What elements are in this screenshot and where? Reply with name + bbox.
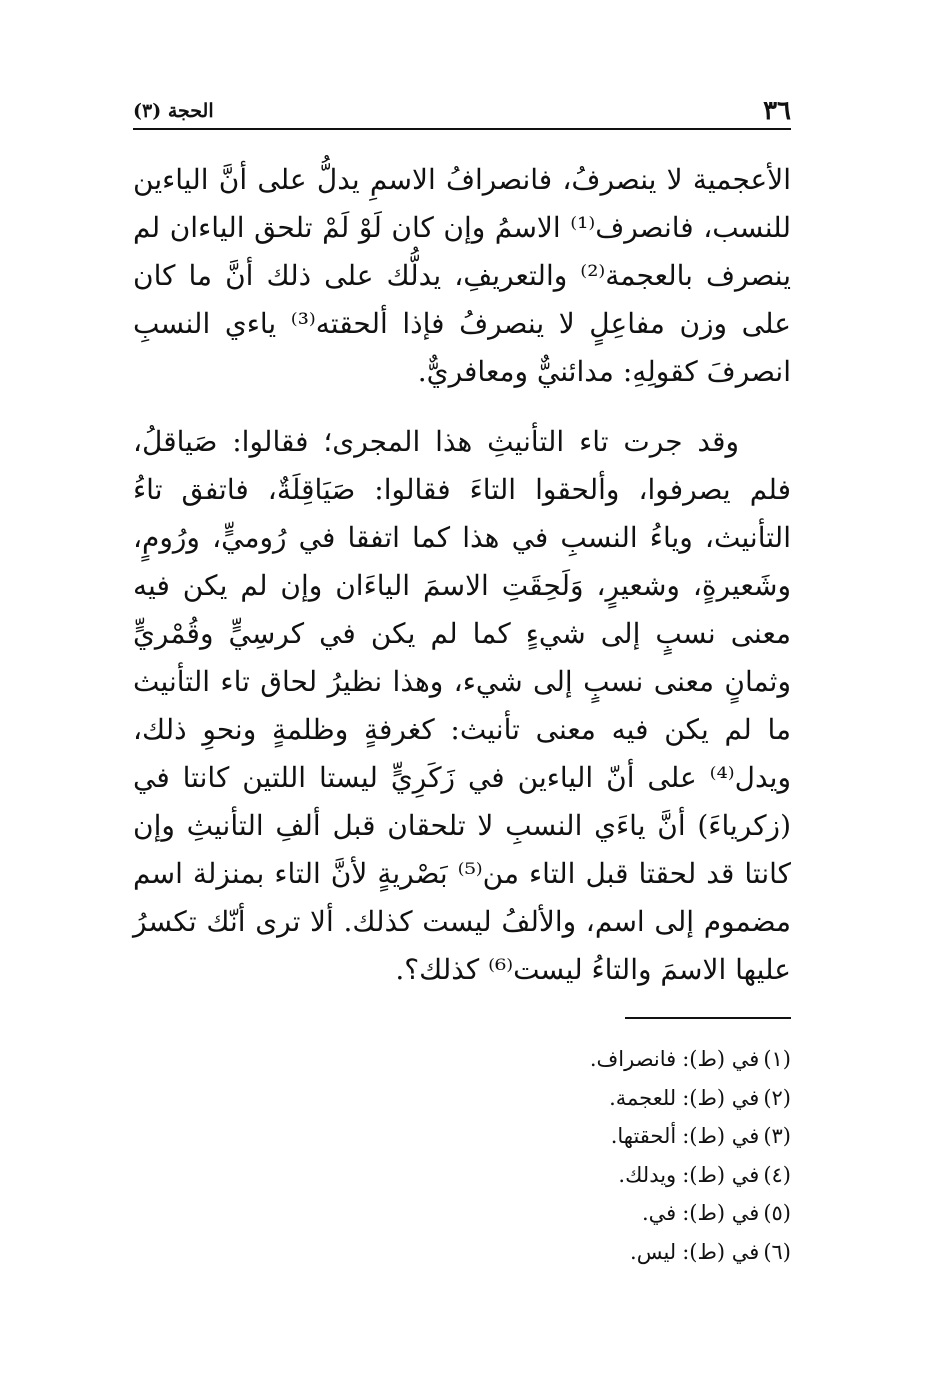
footnote-text: في. (641, 1201, 677, 1225)
footnote-item (371, 1194, 791, 1233)
footnote-source: في (ط): (682, 1201, 760, 1225)
footnote-number: (١) (763, 1047, 791, 1071)
footnote-item (371, 1233, 791, 1272)
footnote-divider (625, 1017, 791, 1019)
paragraph: الأعجمية لا ينصرفُ، فانصرافُ الاسمِ يدلُّ على أنَّ الياءين للنسب، فانصرف⁽¹⁾ الاسمُ وإن كان لَوْ لَمْ تلحق الياءان لم ينصرف بالعجمة⁽²⁾ والتعريفِ، يدلُّك على ذلك أنَّ ما كان على وزن مفاعِلٍ لا ينصرفُ فإذا ألحقته⁽³⁾ ياءي النسبِ انصرفَ كقولِهِ: مدائنيٌّ ومعافريٌّ. (133, 163, 791, 388)
footnote-source: في (ط): (682, 1239, 760, 1264)
footnote-text: ويدلك. (618, 1162, 677, 1187)
footnote-text: للعجمة. (609, 1085, 677, 1110)
page-number: ٣٦ (763, 96, 791, 126)
footnote-number: (٢) (763, 1085, 791, 1110)
footnote-source: في (ط): (682, 1124, 760, 1148)
footnote-number: (٦) (763, 1239, 791, 1264)
footnotes-list (371, 1040, 791, 1271)
footnote-item (371, 1079, 791, 1118)
footnote-text: فانصراف. (589, 1047, 677, 1071)
footnote-item (371, 1040, 791, 1079)
running-header (133, 88, 791, 130)
footnote-text: ألحقتها. (610, 1124, 677, 1148)
book-title: الحجة (٣) (133, 100, 214, 122)
footnote-source: في (ط): (682, 1047, 760, 1071)
footnote-text: ليس. (630, 1239, 677, 1264)
paragraph: وقد جرت تاء التأنيثِ هذا المجرى؛ فقالوا: صَياقلُ، فلم يصرفوا، وألحقوا التاءَ فقالوا: صَيَاقِلَةٌ، فاتفق تاءُ التأنيث، وياءُ النسبِ في هذا كما اتفقا في رُوميٍّ، ورُومٍ، وشَعيرةٍ، وشعيرٍ، وَلَحِقَتِ الاسمَ الياءَان وإن لم يكن فيه معنى نسبٍ إلى شيءٍ كما لم يكن في كرسِيٍّ وقُمْريٍّ وثمانٍ معنى نسبٍ إلى شيء، وهذا نظيرُ لحاق تاء التأنيث ما لم يكن فيه معنى تأنيث: كغرفةٍ وظلمةٍ ونحوِ ذلك، ويدل⁽⁴⁾ على أنّ الياءين في زَكَرِيٍّ ليستا اللتين كانتا في (زكرياءَ) أنَّ ياءَي النسبِ لا تلحقان قبل ألفِ التأنيثِ وإن كانتا قد لحقتا قبل التاء من⁽⁵⁾ بَصْريةٍ لأنَّ التاء بمنزلة اسم مضموم إلى اسم، والألفُ ليست كذلك. ألا ترى أنّك تكسرُ عليها الاسمَ والتاءُ ليست⁽⁶⁾ كذلك؟. (133, 425, 792, 986)
main-text (133, 156, 791, 994)
footnote-item (371, 1117, 791, 1156)
footnote-number: (٥) (763, 1201, 791, 1225)
footnote-number: (٣) (763, 1124, 791, 1148)
footnote-number: (٤) (763, 1162, 791, 1187)
footnote-source: في (ط): (682, 1085, 760, 1110)
footnote-source: في (ط): (682, 1162, 760, 1187)
footnote-item (371, 1156, 791, 1195)
